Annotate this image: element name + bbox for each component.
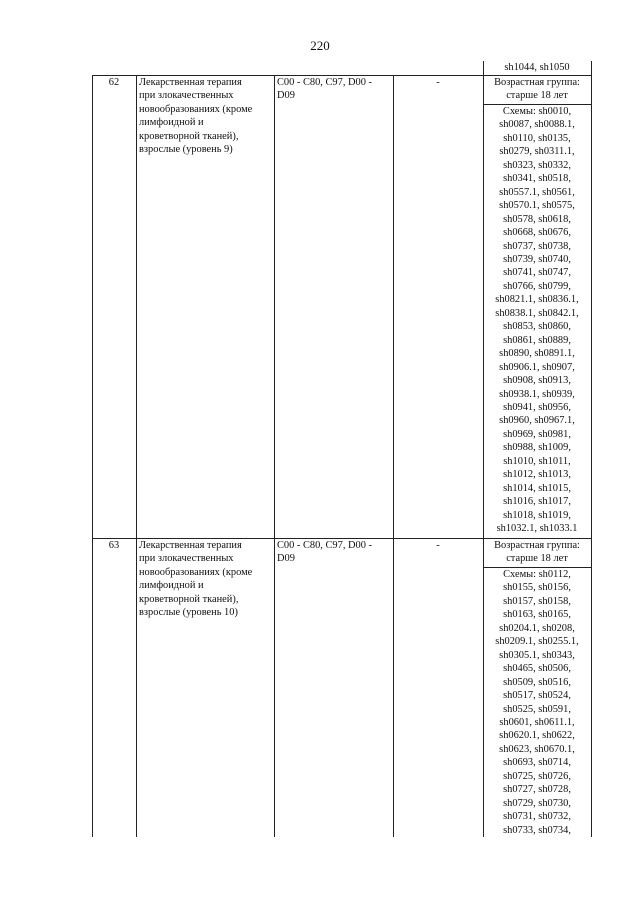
column-divider [136, 75, 137, 837]
table-border-right [591, 61, 592, 837]
row-name-line: при злокачественных [139, 553, 234, 565]
row-schemes-line: sh0323, sh0332, [503, 159, 571, 171]
row-dash-line: - [436, 77, 440, 88]
row-schemes-line: sh0578, sh0618, [503, 213, 571, 225]
row-schemes-line: sh0741, sh0747, [503, 267, 571, 279]
table-border-left [92, 75, 93, 837]
row-schemes-line: sh0110, sh0135, [503, 132, 571, 144]
row-schemes-line: sh0517, sh0524, [503, 690, 571, 702]
row-number-line: 63 [108, 540, 120, 551]
row-schemes-line: sh0693, sh0714, [503, 757, 571, 769]
row-schemes-line: sh0163, sh0165, [503, 609, 571, 621]
row-schemes-line: sh0766, sh0799, [503, 280, 571, 292]
row-schemes-line: sh0601, sh0611.1, [499, 716, 575, 728]
row-number [95, 76, 133, 89]
row-schemes-line: sh0341, sh0518, [503, 173, 571, 185]
row-schemes-line: sh0725, sh0726, [503, 770, 571, 782]
row-name-line: при злокачественных [139, 90, 234, 102]
row-schemes-line: sh0906.1, sh0907, [499, 361, 575, 373]
row-name-line: кроветворной тканей), [139, 130, 239, 142]
row-schemes-line: sh0733, sh0734, [503, 824, 571, 836]
row-schemes [486, 105, 588, 536]
carryover-cell-line: sh1044, sh1050 [504, 62, 570, 73]
row-schemes-line: sh1012, sh1013, [503, 469, 571, 481]
row-name-line: новообразованиях (кроме [139, 566, 253, 578]
column-divider [393, 75, 394, 837]
row-age-group-line: Возрастная группа: [494, 540, 580, 551]
row-schemes-line: sh0570.1, sh0575, [499, 200, 575, 212]
column-divider [483, 61, 484, 837]
row-schemes-line: sh0525, sh0591, [503, 703, 571, 715]
row-age-group-line: старше 18 лет [506, 553, 568, 565]
row-schemes-line: sh0305.1, sh0343, [499, 649, 575, 661]
row-schemes-line: sh0739, sh0740, [503, 253, 571, 265]
row-schemes-line: sh0731, sh0732, [503, 811, 571, 823]
row-schemes-line: sh0209.1, sh0255.1, [495, 636, 579, 648]
row-name-line: Лекарственная терапия [139, 540, 242, 551]
row-name-line: лимфоидной и [139, 117, 204, 129]
row-schemes-line: sh0204.1, sh0208, [499, 622, 575, 634]
row-dash-line: - [436, 540, 440, 551]
row-codes-line: D09 [277, 90, 295, 102]
row-codes-line: D09 [277, 553, 295, 565]
row-schemes [486, 568, 588, 837]
row-schemes-line: sh0938.1, sh0939, [499, 388, 575, 400]
row-schemes-line: sh1010, sh1011, [503, 455, 571, 467]
row-codes [277, 539, 390, 566]
row-name-line: новообразованиях (кроме [139, 103, 253, 115]
row-schemes-line: sh0620.1, sh0622, [499, 730, 575, 742]
row-schemes-line: sh0988, sh1009, [503, 442, 571, 454]
row-codes-line: C00 - C80, C97, D00 - [277, 540, 372, 551]
row-name [139, 539, 271, 620]
row-schemes-line: sh0908, sh0913, [503, 375, 571, 387]
row-name [139, 76, 271, 157]
row-schemes-line: sh0969, sh0981, [503, 428, 571, 440]
row-schemes-line: sh0861, sh0889, [503, 334, 571, 346]
row-schemes-line: sh0890, sh0891.1, [499, 348, 575, 360]
row-schemes-line: sh0727, sh0728, [503, 784, 571, 796]
row-schemes-line: Схемы: sh0112, [503, 569, 571, 580]
row-schemes-line: Схемы: sh0010, [502, 106, 572, 117]
page-number: 220 [310, 38, 330, 53]
row-schemes-line: sh0668, sh0676, [503, 227, 571, 239]
row-schemes-line: sh0557.1, sh0561, [499, 186, 575, 198]
row-schemes-line: sh0821.1, sh0836.1, [495, 294, 579, 306]
row-schemes-line: sh1014, sh1015, [503, 482, 571, 494]
row-name-line: Лекарственная терапия [139, 77, 242, 88]
row-schemes-line: sh1016, sh1017, [503, 496, 571, 508]
carryover-cell [486, 61, 588, 74]
row-number-line: 62 [108, 77, 120, 88]
row-name-line: лимфоидной и [139, 580, 204, 592]
row-schemes-line: sh0838.1, sh0842.1, [495, 307, 579, 319]
row-dash [396, 539, 480, 552]
row-schemes-line: sh0853, sh0860, [503, 321, 571, 333]
row-schemes-line: sh0941, sh0956, [503, 401, 571, 413]
row-age-group-line: старше 18 лет [506, 90, 568, 102]
row-age-group-line: Возрастная группа: [494, 77, 580, 88]
row-schemes-line: sh0279, sh0311.1, [499, 146, 575, 158]
row-schemes-line: sh0155, sh0156, [503, 582, 571, 594]
row-schemes-line: sh0465, sh0506, [503, 663, 571, 675]
row-schemes-line: sh0960, sh0967.1, [499, 415, 575, 427]
row-name-line: взрослые (уровень 10) [139, 607, 238, 619]
row-name-line: взрослые (уровень 9) [139, 144, 233, 156]
row-schemes-line: sh0509, sh0516, [503, 676, 571, 688]
row-codes [277, 76, 390, 103]
row-name-line: кроветворной тканей), [139, 593, 239, 605]
row-schemes-line: sh0623, sh0670.1, [499, 743, 575, 755]
row-number [95, 539, 133, 552]
row-dash [396, 76, 480, 89]
column-divider [274, 75, 275, 837]
row-schemes-line: sh0729, sh0730, [503, 797, 571, 809]
row-schemes-line: sh0157, sh0158, [503, 595, 571, 607]
row-schemes-line: sh0087, sh0088.1, [499, 119, 575, 131]
row-codes-line: C00 - C80, C97, D00 - [277, 77, 372, 88]
row-schemes-line: sh1018, sh1019, [503, 509, 571, 521]
row-schemes-line: sh1032.1, sh1033.1 [496, 523, 578, 535]
row-age-group [486, 539, 588, 566]
row-schemes-line: sh0737, sh0738, [503, 240, 571, 252]
row-age-group [486, 76, 588, 103]
